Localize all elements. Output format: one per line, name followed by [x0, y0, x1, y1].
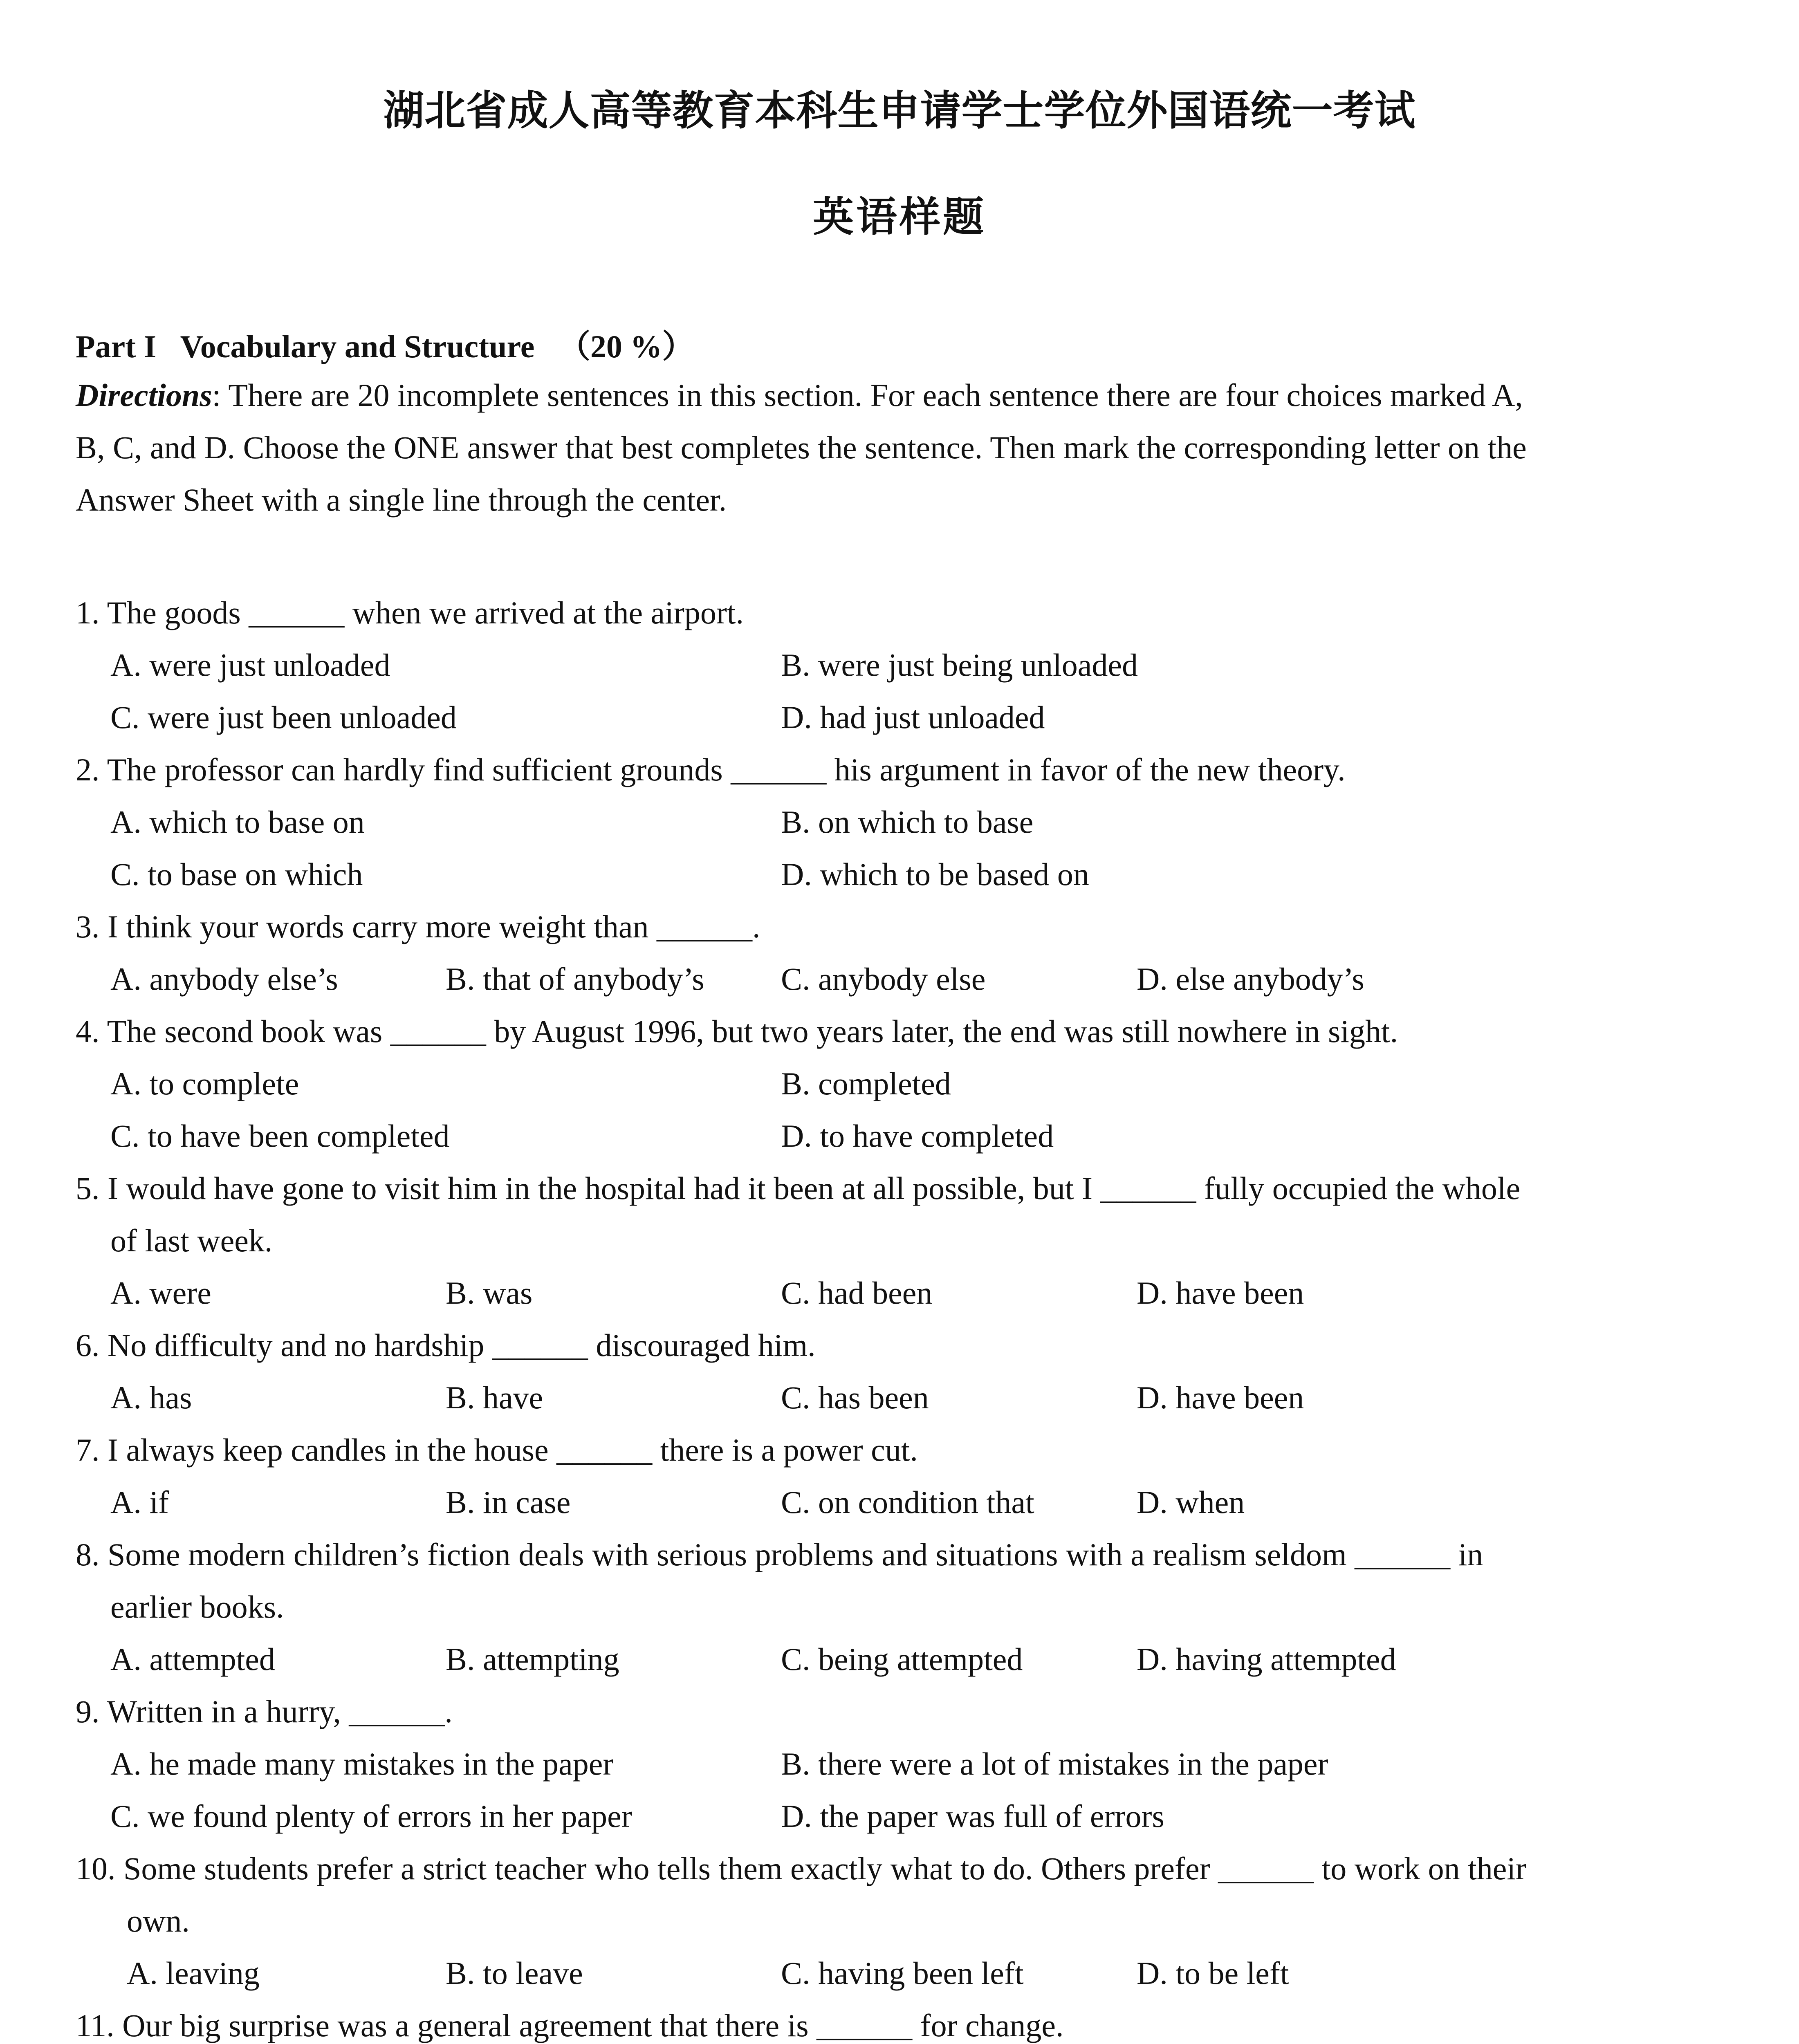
answer-option[interactable]: B. to leave	[446, 1955, 583, 1991]
question-stem-line	[110, 1581, 284, 1633]
answer-option[interactable]: A. leaving	[127, 1955, 260, 1991]
question-stem-line	[76, 1999, 1063, 2044]
question-text: 9. Written in a hurry,	[76, 1694, 349, 1729]
question-text: in	[1450, 1537, 1483, 1572]
answer-option[interactable]: C. were just been unloaded	[110, 699, 457, 735]
question-stem-line	[127, 1895, 190, 1947]
answer-option[interactable]: D. have been	[1137, 1380, 1304, 1415]
answer-option[interactable]: B. there were a lot of mistakes in the paper	[781, 1746, 1328, 1782]
question-stem-line	[76, 1529, 1483, 1581]
question-stem-line	[110, 1215, 272, 1267]
directions-line-2: B, C, and D. Choose the ONE answer that best completes the sentence. Then mark the corresponding letter on the	[76, 430, 1527, 465]
question-text: discouraged him.	[588, 1327, 816, 1363]
answer-option[interactable]: B. in case	[446, 1484, 571, 1520]
answer-option[interactable]: A. to complete	[110, 1066, 299, 1101]
question-stem-line	[76, 1005, 1398, 1058]
question-text: 2. The professor can hardly find sufficient grounds	[76, 752, 731, 787]
answer-option[interactable]: A. were	[110, 1275, 211, 1311]
directions-line-1	[76, 369, 1523, 421]
question-text: 3. I think your words carry more weight than	[76, 909, 657, 944]
question-stem-line	[76, 1319, 816, 1372]
answer-option[interactable]: A. anybody else’s	[110, 961, 338, 997]
question-text: 4. The second book was	[76, 1013, 390, 1049]
answer-option[interactable]: C. has been	[781, 1380, 929, 1415]
answer-blank: ______	[492, 1327, 588, 1363]
answer-option[interactable]: D. when	[1137, 1484, 1245, 1520]
question-stem-line	[76, 744, 1346, 796]
answer-option[interactable]: D. to have completed	[781, 1118, 1054, 1154]
question-text: fully occupied the whole	[1196, 1170, 1521, 1206]
answer-option[interactable]: C. had been	[781, 1275, 933, 1311]
answer-option[interactable]: D. else anybody’s	[1137, 961, 1364, 997]
answer-option[interactable]: B. attempting	[446, 1641, 619, 1677]
answer-option[interactable]: D. have been	[1137, 1275, 1304, 1311]
question-text: .	[752, 909, 760, 944]
answer-option[interactable]: A. attempted	[110, 1641, 275, 1677]
question-stem-line	[76, 901, 760, 953]
answer-blank: ______	[731, 752, 827, 787]
answer-blank: ______	[556, 1432, 653, 1468]
answer-option[interactable]: A. he made many mistakes in the paper	[110, 1746, 614, 1782]
answer-option[interactable]: C. to base on which	[110, 856, 363, 892]
question-text: of last week.	[110, 1223, 273, 1258]
answer-option[interactable]: A. if	[110, 1484, 169, 1520]
directions-text: : There are 20 incomplete sentences in this section. For each sentence there are four choices marked A,	[212, 377, 1523, 413]
answer-option[interactable]: B. completed	[781, 1066, 951, 1101]
answer-option[interactable]: B. that of anybody’s	[446, 961, 704, 997]
answer-option[interactable]: C. anybody else	[781, 961, 986, 997]
answer-option[interactable]: C. to have been completed	[110, 1118, 450, 1154]
answer-option[interactable]: D. to be left	[1137, 1955, 1289, 1991]
question-text: 11. Our big surprise was a general agreement that there is	[76, 2008, 817, 2043]
answer-blank: ______	[349, 1694, 445, 1729]
question-text: 7. I always keep candles in the house	[76, 1432, 557, 1468]
answer-option[interactable]: A. were just unloaded	[110, 647, 390, 683]
part-heading: Part I Vocabulary and Structure （20 %）	[76, 329, 694, 364]
question-text: to work on their	[1314, 1851, 1527, 1886]
answer-option[interactable]: D. the paper was full of errors	[781, 1798, 1164, 1834]
question-text: own.	[127, 1903, 190, 1939]
question-stem-line	[76, 1842, 1526, 1895]
answer-option[interactable]: B. were just being unloaded	[781, 647, 1138, 683]
question-text: by August 1996, but two years later, the end was still nowhere in sight.	[486, 1013, 1398, 1049]
question-text: 10. Some students prefer a strict teacher who tells them exactly what to do. Others prefer	[76, 1851, 1218, 1886]
answer-option[interactable]: A. which to base on	[110, 804, 365, 840]
question-text: 1. The goods	[76, 595, 249, 630]
answer-option[interactable]: C. on condition that	[781, 1484, 1034, 1520]
directions-line-3: Answer Sheet with a single line through the center.	[76, 482, 727, 518]
question-text: .	[444, 1694, 453, 1729]
answer-option[interactable]: D. having attempted	[1137, 1641, 1396, 1677]
directions-label: Directions	[76, 377, 212, 413]
question-text: 6. No difficulty and no hardship	[76, 1327, 492, 1363]
answer-blank: ______	[1355, 1537, 1451, 1572]
answer-blank: ______	[249, 595, 345, 630]
exam-title: 湖北省成人高等教育本科生申请学士学位外国语统一考试	[383, 86, 1416, 134]
exam-subtitle: 英语样题	[813, 193, 986, 241]
question-text: when we arrived at the airport.	[344, 595, 744, 630]
answer-option[interactable]: C. we found plenty of errors in her paper	[110, 1798, 632, 1834]
question-text: for change.	[912, 2008, 1064, 2043]
question-text: 5. I would have gone to visit him in the hospital had it been at all possible, but I	[76, 1170, 1101, 1206]
question-text: there is a power cut.	[652, 1432, 918, 1468]
question-stem-line	[76, 587, 744, 639]
answer-option[interactable]: C. being attempted	[781, 1641, 1023, 1677]
answer-blank: ______	[1100, 1170, 1196, 1206]
answer-option[interactable]: B. was	[446, 1275, 533, 1311]
question-text: 8. Some modern children’s fiction deals with serious problems and situations with a realism seldom	[76, 1537, 1355, 1572]
question-text: his argument in favor of the new theory.	[826, 752, 1346, 787]
answer-option[interactable]: B. on which to base	[781, 804, 1034, 840]
answer-option[interactable]: D. had just unloaded	[781, 699, 1045, 735]
answer-blank: ______	[657, 909, 752, 944]
answer-option[interactable]: A. has	[110, 1380, 192, 1415]
answer-option[interactable]: B. have	[446, 1380, 543, 1415]
answer-blank: ______	[390, 1013, 486, 1049]
question-stem-line	[76, 1424, 918, 1476]
question-stem-line	[76, 1685, 453, 1738]
question-stem-line	[76, 1162, 1520, 1215]
answer-option[interactable]: C. having been left	[781, 1955, 1024, 1991]
answer-blank: ______	[817, 2008, 913, 2043]
answer-blank: ______	[1218, 1851, 1314, 1886]
answer-option[interactable]: D. which to be based on	[781, 856, 1089, 892]
question-text: earlier books.	[110, 1589, 284, 1625]
